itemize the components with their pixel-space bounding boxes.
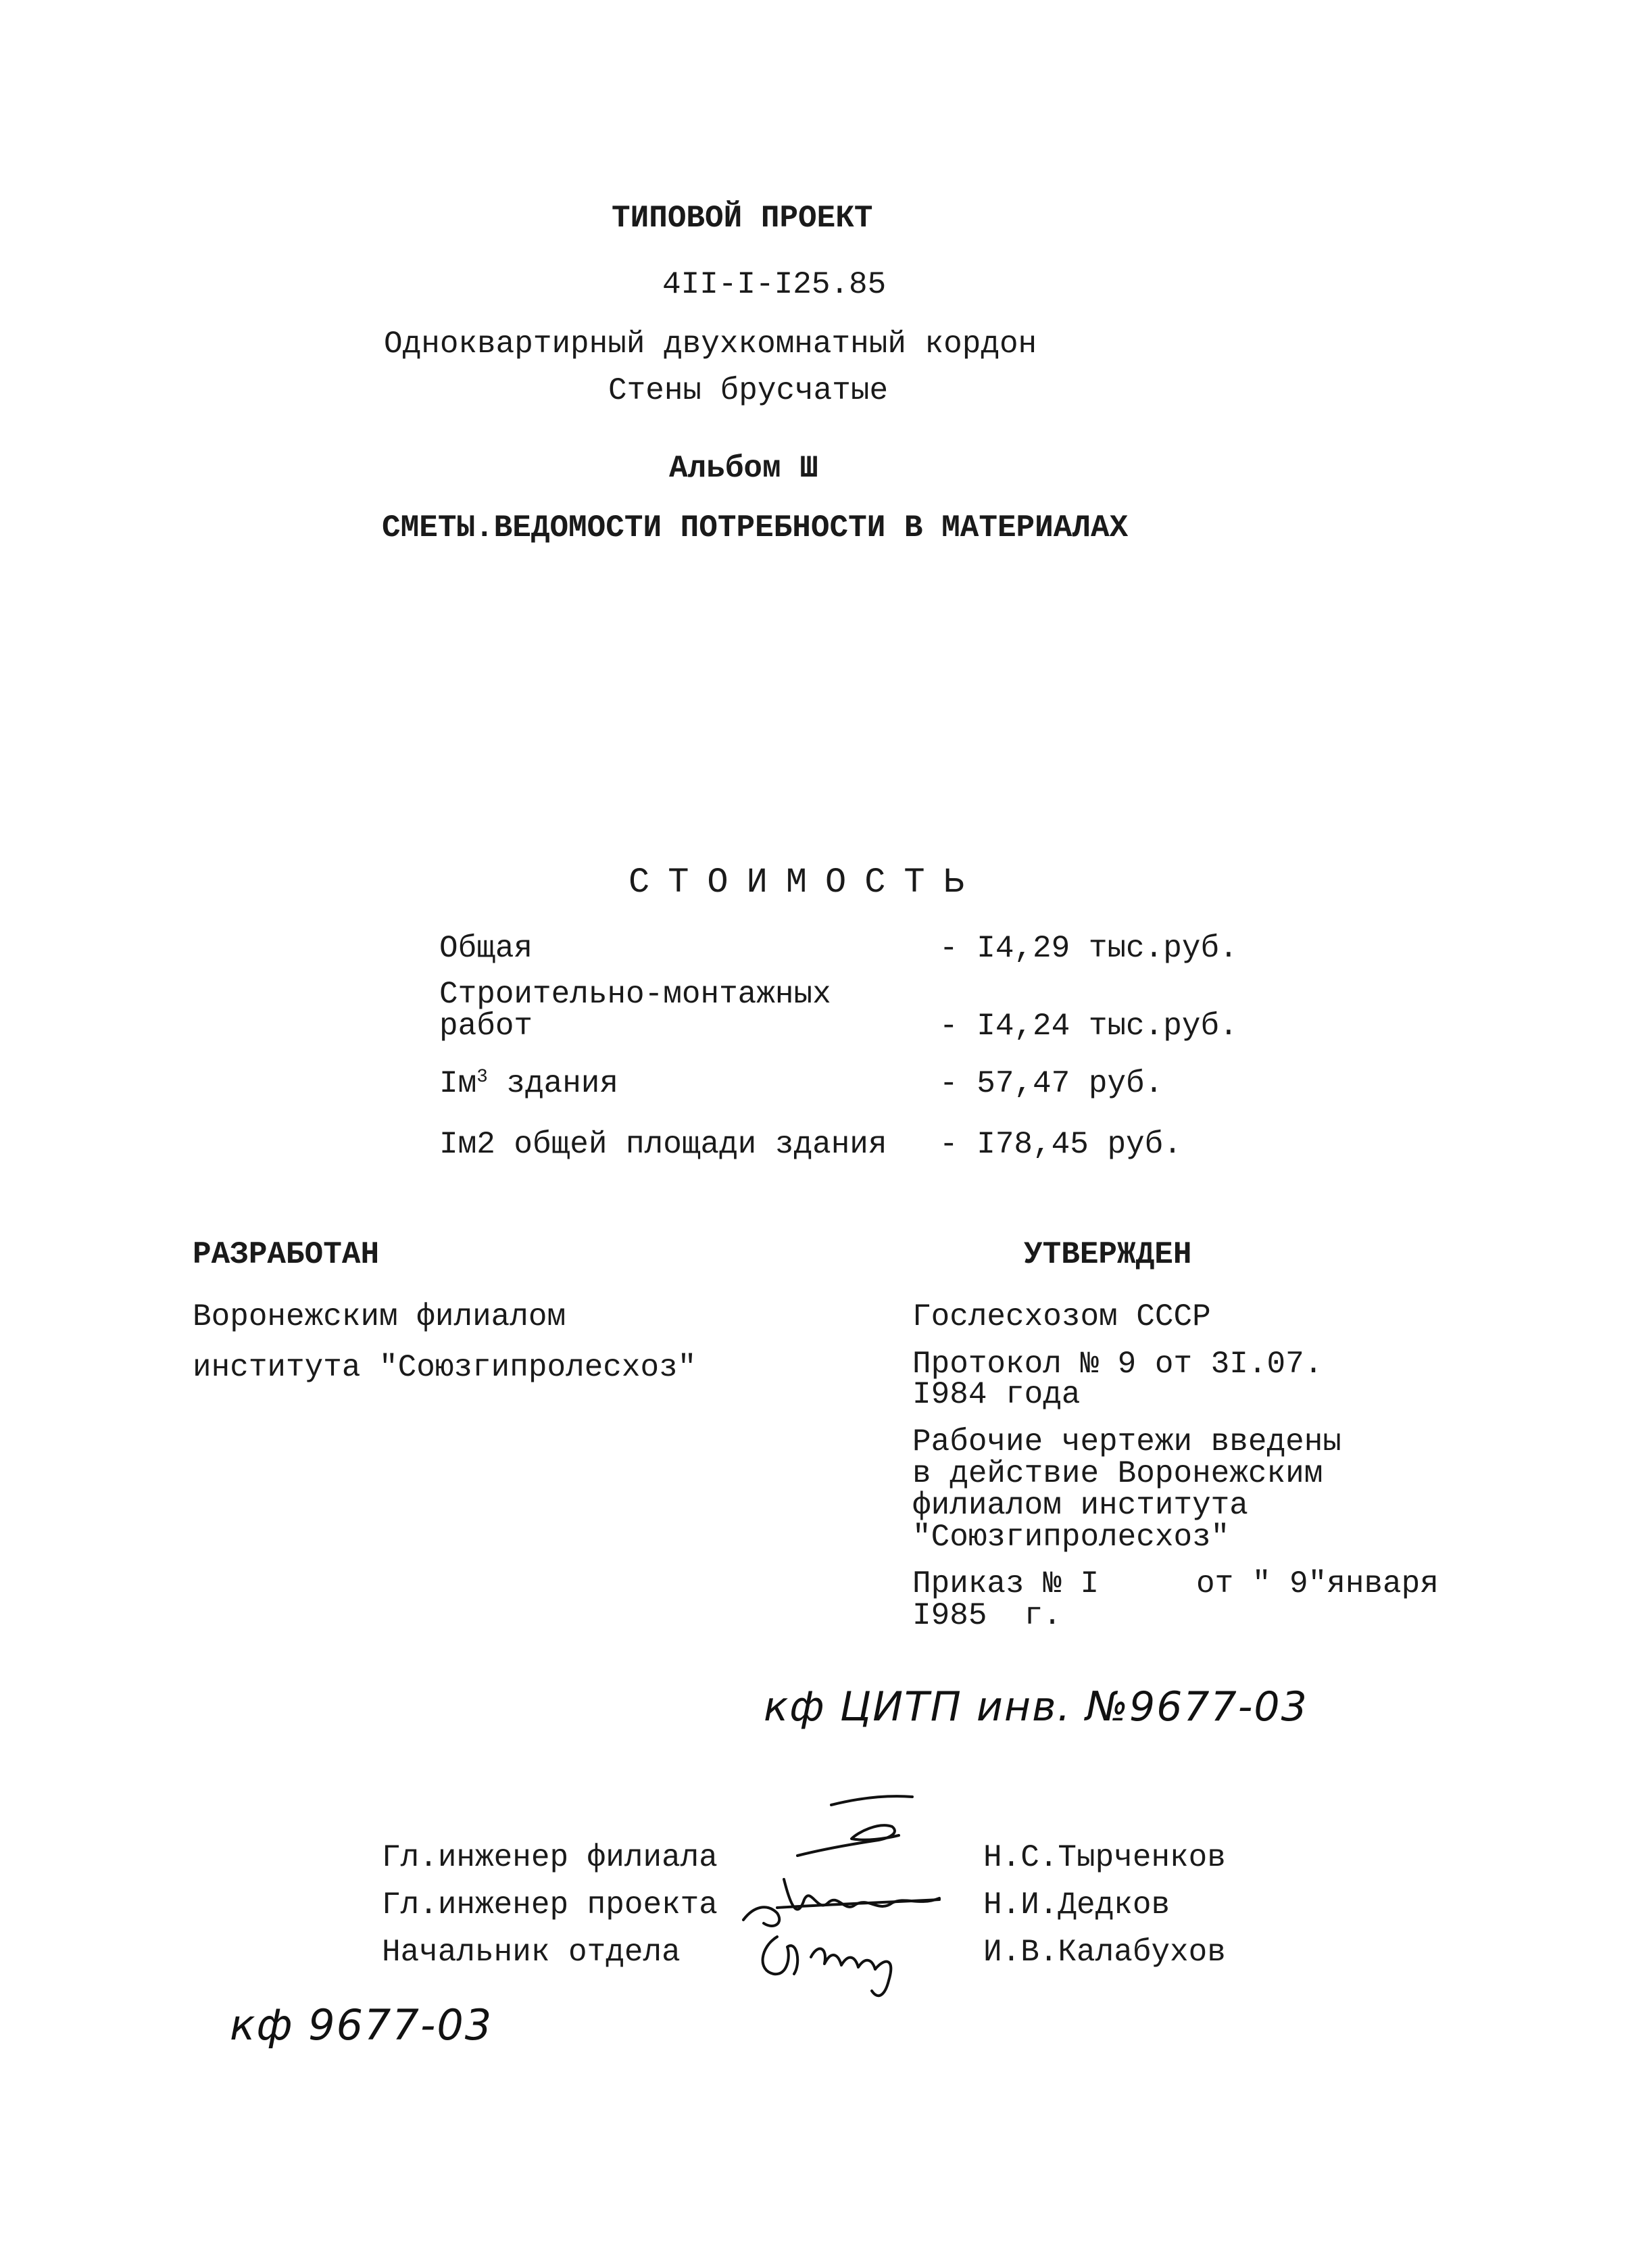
cost-construction-value: - I4,24 тыс.руб. [939,1009,1238,1044]
cost-per-m2-value: - I78,45 руб. [939,1127,1182,1162]
signature-name-3: И.В.Калабухов [983,1935,1226,1970]
signature-name-1: Н.С.Тырченков [983,1840,1226,1875]
document-type-label: ТИПОВОЙ ПРОЕКТ [612,201,873,236]
approved-note-line1: Рабочие чертежи введены [912,1424,1341,1459]
footer-archive-mark: кф 9677-03 [230,2000,493,2050]
cost-construction-label-line1: Строительно-монтажных [439,977,831,1012]
cost-per-m3-value: - 57,47 руб. [939,1066,1164,1101]
cost-total-value: - I4,29 тыс.руб. [939,931,1238,966]
project-title-line2: Стены брусчатые [608,373,889,408]
project-title-line1: Одноквартирный двухкомнатный кордон [384,327,1037,362]
signature-name-2: Н.И.Дедков [983,1887,1170,1923]
developed-line2: института "Союзгипролесхоз" [193,1350,697,1385]
signature-scribble-1 [777,1785,933,1866]
album-title: СМЕТЫ.ВЕДОМОСТИ ПОТРЕБНОСТИ В МАТЕРИАЛАХ [382,510,1129,546]
project-number: 4II-I-I25.85 [662,267,887,302]
developed-line1: Воронежским филиалом [193,1299,566,1334]
approved-protocol-line1: Протокол № 9 от 3I.07. [912,1347,1323,1382]
approved-note-line4: "Союзгипролесхоз" [912,1520,1230,1555]
approved-heading: УТВЕРЖДЕН [1024,1237,1192,1272]
cost-construction-label-line2: работ [439,1009,533,1044]
signature-position-3: Начальник отдела [382,1935,681,1970]
cost-heading: СТОИМОСТЬ [628,863,983,902]
album-label: Альбом Ш [669,451,818,486]
approved-note-line2: в действие Воронежским [912,1456,1323,1491]
approved-note-line3: филиалом института [912,1488,1248,1523]
developed-heading: РАЗРАБОТАН [193,1237,380,1272]
cost-per-m3-label: $Iм^3$ здания [439,1066,619,1101]
approved-order-year: I985 г. [912,1598,1062,1633]
approved-order-date: от " 9"января [1196,1566,1439,1601]
signature-scribble-3 [750,1916,953,2004]
cost-per-m2-label: Iм2 общей площади здания [439,1127,887,1162]
approved-order-number: Приказ № I [912,1566,1100,1601]
inventory-stamp: кф ЦИТП инв. №9677-03 [764,1683,1308,1731]
signature-position-2: Гл.инженер проекта [382,1887,718,1923]
signature-position-1: Гл.инженер филиала [382,1840,718,1875]
approved-authority: Гослесхозом СССР [912,1299,1211,1334]
approved-protocol-line2: I984 года [912,1377,1081,1412]
cost-total-label: Общая [439,931,533,966]
